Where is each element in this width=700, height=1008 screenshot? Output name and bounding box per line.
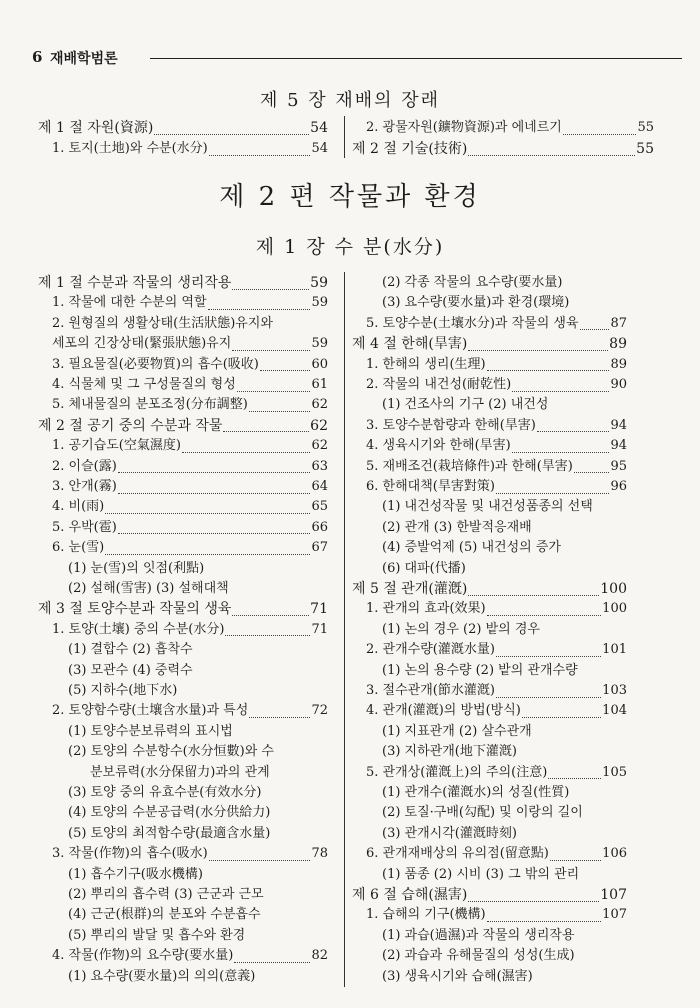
toc-entry-title: (1) 흡수기구(吸水機構) (68, 866, 203, 882)
toc-entry (352, 701, 627, 721)
toc-entry (352, 497, 627, 517)
toc-entry (38, 599, 328, 619)
toc-entry-page: 59 (311, 295, 328, 311)
toc-leader-dots (468, 338, 608, 351)
toc-entry-page: 89 (610, 356, 627, 372)
toc-leader-dots (574, 460, 610, 473)
toc-entry (352, 824, 627, 844)
toc-entry (38, 742, 328, 762)
toc-entry-title: (1) 결합수 (2) 흡착수 (68, 642, 193, 658)
page-number: 6 (32, 48, 43, 66)
toc-entry-page: 60 (311, 356, 328, 372)
toc-leader-dots (487, 358, 610, 371)
toc-entry-title: 1. 관개의 효과(效果) (366, 601, 486, 617)
toc-entry-title: 4. 작물(作物)의 요수량(要水量) (52, 948, 234, 964)
toc-entry-title: (2) 설해(雪害) (3) 설해대책 (68, 581, 229, 596)
toc-entry-title: 분보류력(水分保留力)과의 관계 (90, 764, 270, 780)
toc-entry-page: 59 (311, 336, 328, 352)
toc-entry (38, 118, 328, 138)
toc-leader-dots (496, 644, 601, 657)
toc-entry-title: (4) 증발억제 (5) 내건성의 증가 (382, 540, 561, 556)
toc-entry-page: 103 (602, 683, 627, 698)
toc-entry (352, 139, 654, 159)
toc-entry (38, 844, 328, 864)
toc-entry (352, 803, 627, 823)
toc-entry (352, 457, 627, 477)
toc-leader-dots (260, 358, 311, 371)
toc-entry-title: 2. 이슬(露) (52, 458, 117, 474)
toc-entry-title: (2) 토질·구배(勾配) 및 이랑의 길이 (382, 805, 583, 821)
toc-entry-title: 4. 비(雨) (52, 499, 105, 515)
toc-entry (352, 640, 627, 660)
toc-entry-title: 5. 관개상(灌漑上)의 주의(注意) (366, 764, 548, 780)
top-toc-left-column (38, 118, 328, 162)
running-title: 재배학범론 (50, 51, 118, 67)
toc-entry (38, 661, 328, 681)
toc-entry (352, 273, 627, 293)
toc-entry-title: (3) 생육시기와 습해(濕害) (382, 968, 533, 984)
toc-entry-title: (2) 뿌리의 흡수력 (3) 근군과 근모 (68, 887, 264, 902)
toc-entry (38, 416, 328, 436)
toc-entry-title: (3) 관개시각(灌漑時刻) (382, 825, 517, 841)
toc-entry (352, 559, 627, 579)
toc-entry (38, 803, 328, 823)
toc-entry-page: 54 (311, 141, 328, 156)
toc-entry (352, 661, 627, 681)
toc-leader-dots (232, 277, 309, 290)
toc-entry-title: (3) 요수량(要水量)과 환경(環境) (382, 295, 570, 311)
toc-entry-page: 89 (609, 336, 627, 353)
main-column-divider (344, 272, 345, 987)
toc-entry (38, 477, 328, 497)
toc-entry-title: (2) 각종 작물의 요수량(要水量) (382, 275, 563, 290)
toc-leader-dots (237, 379, 311, 392)
toc-entry (38, 518, 328, 538)
toc-entry-page: 64 (311, 479, 328, 494)
toc-entry-title: 2. 토양함수량(土壤含水量)과 특성 (52, 703, 249, 719)
toc-entry (38, 722, 328, 742)
toc-entry-title: (1) 요수량(要水量)의 의의(意義) (68, 968, 256, 984)
toc-entry-title: 1. 습해의 기구(機構) (366, 907, 486, 923)
toc-entry-title: 2. 광물자원(鑛物資源)과 에네르기 (366, 120, 562, 135)
toc-entry (352, 926, 627, 946)
toc-entry (352, 314, 627, 334)
toc-entry-page: 101 (602, 642, 627, 658)
toc-entry-page: 71 (310, 601, 328, 618)
toc-entry (38, 395, 328, 415)
toc-entry (352, 681, 627, 701)
toc-entry (352, 477, 627, 497)
toc-leader-dots (468, 889, 599, 902)
toc-entry (352, 967, 627, 987)
toc-entry-title: 제 6 절 습해(濕害) (352, 887, 468, 903)
toc-entry-page: 62 (311, 438, 328, 454)
toc-leader-dots (249, 399, 311, 412)
toc-leader-dots (209, 143, 311, 156)
toc-leader-dots (105, 542, 310, 555)
toc-leader-dots (225, 623, 310, 636)
toc-leader-dots (232, 603, 309, 616)
toc-entry-title: 4. 관개(灌漑)의 방법(방식) (366, 703, 521, 719)
toc-entry (38, 334, 328, 354)
toc-entry-page: 94 (610, 438, 627, 454)
toc-leader-dots (234, 950, 310, 963)
toc-entry-page: 96 (610, 479, 627, 494)
toc-entry-title: 1. 토지(土地)와 수분(水分) (52, 141, 208, 156)
toc-entry-title: 5. 체내물질의 분포조정(分布調整) (52, 397, 248, 413)
toc-leader-dots (550, 848, 601, 861)
toc-entry-title: 세포의 긴장상태(緊張狀態)유지 (52, 336, 232, 352)
toc-leader-dots (496, 685, 601, 698)
toc-entry (352, 946, 627, 966)
toc-entry-title: (1) 논의 용수량 (2) 밭의 관개수량 (382, 662, 578, 678)
toc-leader-dots (512, 440, 610, 453)
toc-entry-title: 1. 작물에 대한 수분의 역할 (52, 295, 207, 311)
toc-entry-page: 107 (602, 907, 627, 923)
toc-entry (352, 844, 627, 864)
toc-entry-title: 6. 눈(雪) (52, 540, 105, 556)
toc-entry-page: 62 (311, 397, 328, 413)
toc-entry-page: 104 (602, 703, 627, 719)
toc-leader-dots (118, 460, 311, 473)
toc-entry-title: 2. 원형질의 생활상태(生活狀態)유지와 (52, 315, 273, 331)
toc-entry-title: (4) 토양의 수분공급력(水分供給力) (68, 805, 271, 821)
toc-entry-title: (1) 내건성작물 및 내건성품종의 선택 (382, 499, 593, 515)
toc-leader-dots (522, 705, 601, 718)
toc-entry (352, 742, 627, 762)
toc-entry-title: (3) 토양 중의 유효수분(有效水分) (68, 785, 262, 800)
part-title: 제 2 편 작물과 환경 (219, 182, 481, 212)
page-header (0, 0, 700, 70)
toc-leader-dots (563, 122, 637, 135)
toc-entry (352, 395, 627, 415)
toc-entry (38, 436, 328, 456)
toc-entry-title: 3. 필요물질(必要物質)의 흡수(吸收) (52, 356, 259, 372)
toc-leader-dots (548, 766, 601, 779)
toc-entry-page: 63 (311, 458, 328, 474)
toc-leader-dots (580, 317, 610, 330)
toc-entry-page: 66 (311, 519, 328, 535)
toc-leader-dots (118, 481, 311, 494)
toc-entry-title: 6. 관개재배상의 유의점(留意點) (366, 846, 549, 862)
toc-entry-page: 72 (311, 703, 328, 719)
toc-entry (352, 355, 627, 375)
toc-entry (352, 905, 627, 925)
toc-entry (38, 946, 328, 966)
toc-entry (352, 885, 627, 905)
toc-entry-title: (1) 건조사의 기구 (2) 내건성 (382, 397, 549, 413)
toc-entry-title: 5. 우박(雹) (52, 519, 117, 535)
toc-entry-title: (2) 토양의 수분항수(水分恒數)와 수 (68, 744, 274, 760)
toc-entry-title: 1. 토양(土壤) 중의 수분(水分) (52, 621, 225, 637)
toc-entry (38, 640, 328, 660)
toc-entry (38, 620, 328, 640)
toc-right-column (352, 273, 627, 993)
top-chapter-title: 제 5 장 재배의 장래 (259, 90, 441, 111)
toc-entry-title: (1) 논의 경우 (2) 밭의 경우 (382, 621, 540, 637)
toc-entry-page: 67 (311, 540, 328, 556)
toc-entry-page: 78 (311, 846, 328, 862)
toc-entry (352, 118, 654, 138)
toc-entry-title: (1) 품종 (2) 시비 (3) 그 밖의 관리 (382, 866, 580, 882)
toc-entry (352, 293, 627, 313)
toc-leader-dots (468, 583, 599, 596)
toc-entry-title: 제 5 절 관개(灌漑) (352, 581, 468, 597)
toc-entry (38, 579, 328, 599)
toc-entry-title: (1) 과습(過濕)과 작물의 생리작용 (382, 927, 575, 943)
toc-entry-title: 3. 절수관개(節水灌漑) (366, 683, 495, 698)
toc-entry-title: (5) 뿌리의 발달 및 흡수와 환경 (68, 927, 246, 943)
toc-entry (38, 865, 328, 885)
toc-entry-title: 제 3 절 토양수분과 작물의 생육 (38, 601, 232, 618)
toc-entry (38, 885, 328, 905)
toc-leader-dots (496, 481, 610, 494)
toc-entry (38, 926, 328, 946)
toc-entry-page: 59 (310, 275, 328, 291)
toc-entry-title: 제 2 절 공기 중의 수분과 작물 (38, 417, 223, 434)
toc-leader-dots (154, 122, 309, 135)
toc-entry-page: 100 (602, 601, 627, 617)
toc-entry (352, 783, 627, 803)
toc-entry-title: (2) 관개 (3) 한발적응재배 (382, 519, 532, 535)
toc-leader-dots (249, 705, 310, 718)
toc-leader-dots (468, 143, 635, 156)
toc-entry-page: 87 (610, 315, 627, 331)
toc-entry-title: (2) 과습과 유해물질의 성성(生成) (382, 948, 575, 964)
toc-entry-page: 55 (636, 141, 654, 157)
toc-left-column (38, 273, 328, 993)
toc-leader-dots (209, 848, 311, 861)
toc-entry-page: 106 (602, 846, 627, 862)
toc-entry-page: 107 (600, 887, 627, 903)
toc-entry (352, 763, 627, 783)
header-rule (150, 58, 682, 59)
toc-entry (38, 681, 328, 701)
toc-leader-dots (105, 501, 310, 514)
toc-entry-page: 100 (600, 581, 627, 597)
chapter-title: 제 1 장 수 분(水分) (255, 236, 445, 258)
toc-entry-title: 3. 작물(作物)의 흡수(吸水) (52, 846, 208, 862)
toc-entry (38, 905, 328, 925)
toc-entry (38, 763, 328, 783)
toc-entry-title: 2. 작물의 내건성(耐乾性) (366, 377, 512, 392)
toc-entry (38, 139, 328, 159)
toc-entry-page: 61 (311, 377, 328, 392)
toc-entry-title: 1. 공기습도(空氣濕度) (52, 438, 181, 454)
toc-entry (38, 701, 328, 721)
toc-entry-title: 제 1 절 수분과 작물의 생리작용 (38, 275, 232, 291)
toc-entry (352, 620, 627, 640)
toc-entry-title: 제 4 절 한해(旱害) (352, 336, 468, 353)
toc-entry-page: 54 (310, 120, 328, 136)
toc-entry (38, 314, 328, 334)
toc-entry (38, 355, 328, 375)
toc-entry-page: 82 (311, 948, 328, 964)
toc-entry-title: (1) 눈(雪)의 잇점(利點) (68, 560, 205, 576)
toc-entry-page: 90 (610, 377, 627, 392)
toc-entry-title: 6. 한해대책(旱害對策) (366, 479, 495, 494)
toc-entry-title: 5. 토양수분(土壤水分)과 작물의 생육 (366, 315, 579, 331)
toc-leader-dots (118, 521, 311, 534)
toc-entry (38, 783, 328, 803)
toc-entry-title: (3) 지하관개(地下灌漑) (382, 744, 517, 760)
toc-entry-title: 4. 식물체 및 그 구성물질의 형성 (52, 377, 236, 392)
toc-entry (352, 334, 627, 354)
toc-entry-page: 55 (637, 120, 654, 135)
toc-entry (38, 457, 328, 477)
toc-entry-page: 62 (310, 417, 328, 434)
toc-entry (38, 375, 328, 395)
toc-entry-title: 제 1 절 자원(資源) (38, 120, 154, 136)
toc-entry-title: 1. 한해의 생리(生理) (366, 356, 486, 372)
toc-entry (352, 722, 627, 742)
toc-entry-title: 2. 관개수량(灌漑水量) (366, 642, 495, 658)
toc-entry-page: 95 (610, 458, 627, 474)
toc-entry-title: (5) 토양의 최적함수량(最適含水量) (68, 825, 271, 841)
toc-entry (38, 497, 328, 517)
toc-entry (352, 416, 627, 436)
toc-leader-dots (208, 297, 311, 310)
toc-entry (352, 599, 627, 619)
toc-entry (352, 538, 627, 558)
toc-entry-title: 3. 토양수분함량과 한해(旱害) (366, 417, 536, 433)
toc-entry (38, 967, 328, 987)
toc-entry (352, 436, 627, 456)
toc-entry (38, 559, 328, 579)
toc-entry-title: 제 2 절 기술(技術) (352, 141, 468, 157)
toc-entry-title: (6) 대파(代播) (382, 560, 466, 576)
toc-leader-dots (487, 909, 602, 922)
toc-entry-title: (1) 관개수(灌漑水)의 성질(性質) (382, 785, 570, 800)
toc-entry (38, 538, 328, 558)
toc-entry-page: 94 (610, 417, 627, 433)
toc-leader-dots (487, 603, 602, 616)
toc-entry-title: (1) 지표관개 (2) 살수관개 (382, 723, 532, 739)
toc-entry (38, 293, 328, 313)
toc-entry-title: (1) 토양수분보류력의 표시법 (68, 723, 233, 739)
toc-entry-title: (5) 지하수(地下水) (68, 683, 178, 698)
toc-entry-title: 4. 생육시기와 한해(旱害) (366, 438, 511, 454)
toc-entry-title: (3) 모관수 (4) 중력수 (68, 662, 193, 678)
toc-entry-page: 105 (602, 764, 627, 780)
toc-leader-dots (223, 419, 309, 432)
toc-entry (38, 824, 328, 844)
top-toc-right-column (352, 118, 654, 162)
toc-entry (352, 518, 627, 538)
toc-entry-page: 65 (311, 499, 328, 515)
toc-entry-title: (4) 근군(根群)의 분포와 수분흡수 (68, 907, 261, 923)
toc-entry (352, 865, 627, 885)
toc-entry (352, 375, 627, 395)
toc-leader-dots (232, 338, 310, 351)
top-column-divider (344, 116, 345, 158)
toc-entry-page: 71 (311, 621, 328, 637)
toc-leader-dots (182, 440, 311, 453)
toc-leader-dots (537, 419, 610, 432)
toc-entry (352, 579, 627, 599)
toc-entry-title: 5. 재배조건(栽培條件)과 한해(旱害) (366, 458, 573, 474)
toc-entry (38, 273, 328, 293)
toc-entry-title: 3. 안개(霧) (52, 479, 117, 494)
toc-leader-dots (512, 379, 609, 392)
